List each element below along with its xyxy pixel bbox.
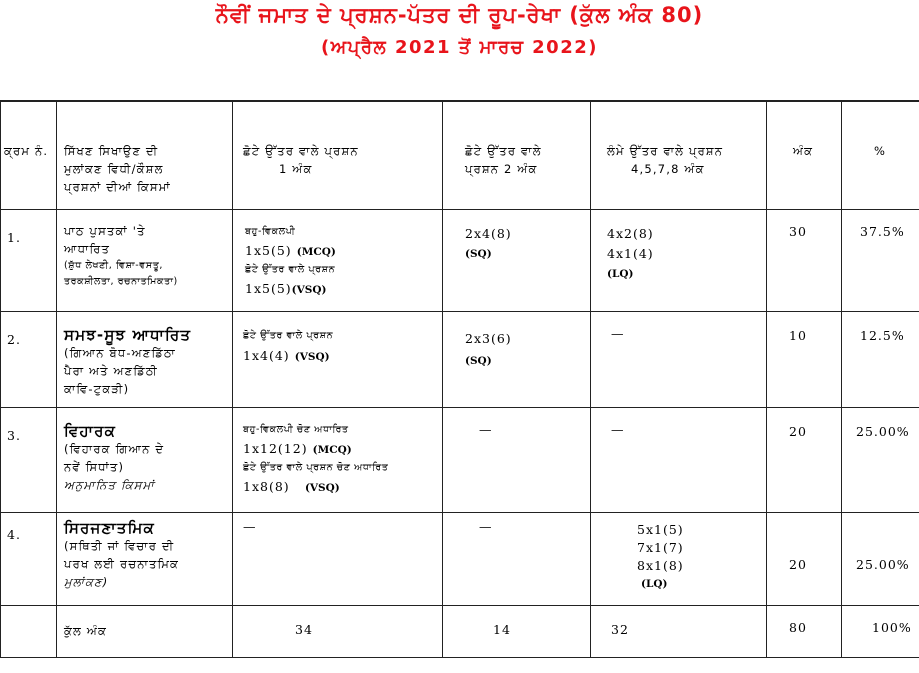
row-type-heading: ਸਿਰਜਣਾਤਮਿਕ bbox=[64, 519, 232, 537]
total-marks: 80 bbox=[789, 620, 841, 635]
sq-dash: — bbox=[479, 519, 590, 534]
row-type-line1: (ਵਿਹਾਰਕ ਗਿਆਨ ਦੇ bbox=[64, 440, 232, 458]
vsq-tag: (VSQ) bbox=[292, 284, 327, 296]
vsq-value: 1x5(5) bbox=[245, 281, 292, 296]
row-type-line1: (ਸਥਿਤੀ ਜਾਂ ਵਿਚਾਰ ਦੀ bbox=[64, 537, 232, 555]
header-serial-cell bbox=[1, 101, 57, 209]
total-row bbox=[1, 605, 919, 657]
vsq-value: 1x8(8) bbox=[243, 479, 290, 494]
header-serial: ਕ੍ਰਮ ਨੰ. bbox=[4, 142, 48, 160]
row-type-line2: ਪਰਖ ਲਈ ਰਚਨਾਤਮਿਕ bbox=[64, 555, 232, 573]
row-type-heading: ਵਿਹਾਰਕ bbox=[64, 422, 232, 440]
header-short2-cell bbox=[443, 101, 591, 209]
lq-value2: 7x1(7) bbox=[637, 539, 766, 557]
row-serial: 2. bbox=[7, 332, 21, 347]
row-type-line3: ਅਨੁਮਾਨਿਤ ਕਿਸਮਾਂ bbox=[64, 476, 232, 494]
row-type-line1: (ਗਿਆਨ ਬੋਧ-ਅਣਡਿੱਠਾ bbox=[64, 344, 232, 362]
lq-tag: (LQ) bbox=[637, 575, 766, 593]
header-short1-line2: 1 ਅੰਕ bbox=[233, 160, 442, 178]
lq-value3: 8x1(8) bbox=[637, 557, 766, 575]
row-percent: 25.00% bbox=[856, 557, 919, 572]
total-percent: 100% bbox=[872, 620, 919, 635]
lq-dash: — bbox=[611, 422, 766, 437]
row-type-line2: ਆਧਾਰਿਤ bbox=[64, 240, 232, 258]
vsq-label: ਛੋਟੇ ਉੱਤਰ ਵਾਲੇ ਪ੍ਰਸ਼ਨ bbox=[243, 328, 442, 344]
mcq-tag: (MCQ) bbox=[313, 444, 352, 456]
vsq-value: 1x4(4) bbox=[243, 348, 290, 363]
page-title: ਨੌਵੀਂ ਜਮਾਤ ਦੇ ਪ੍ਰਸ਼ਨ-ਪੱਤਰ ਦੀ ਰੂਪ-ਰੇਖਾ (ਕੁੱਲ ਅੰਕ 80) bbox=[0, 3, 919, 28]
header-percent: % bbox=[874, 142, 919, 160]
header-type-line2: ਮੁਲਾਂਕਣ ਵਿਧੀ/ਕੌਸ਼ਲ bbox=[64, 160, 232, 178]
vsq-tag: (VSQ) bbox=[305, 482, 340, 494]
row-marks: 10 bbox=[789, 328, 841, 343]
header-percent-cell bbox=[842, 101, 919, 209]
total-short2: 14 bbox=[493, 622, 590, 637]
vsq-label: ਛੋਟੇ ਉੱਤਰ ਵਾਲੇ ਪ੍ਰਸ਼ਨ ਚੋਣ ਅਧਾਰਿਤ bbox=[243, 460, 442, 476]
sq-value: 2x4(8) bbox=[465, 224, 590, 244]
header-short2-line2: ਪ੍ਰਸ਼ਨ 2 ਅੰਕ bbox=[465, 160, 590, 178]
header-marks: ਅੰਕ bbox=[793, 142, 841, 160]
lq-dash: — bbox=[611, 326, 766, 341]
question-paper-table bbox=[0, 100, 919, 658]
header-marks-cell bbox=[767, 101, 842, 209]
row-type-line2: ਨਵੇਂ ਸਿਧਾਂਤ) bbox=[64, 458, 232, 476]
row-serial: 1. bbox=[7, 230, 21, 245]
table-row bbox=[1, 209, 919, 311]
mcq-value: 1x5(5) bbox=[245, 243, 292, 258]
table-row bbox=[1, 311, 919, 407]
header-short1-cell bbox=[233, 101, 443, 209]
header-long-line2: 4,5,7,8 ਅੰਕ bbox=[591, 160, 766, 178]
row-percent: 25.00% bbox=[856, 424, 919, 439]
vsq-dash: — bbox=[243, 519, 442, 534]
header-short1-line1: ਛੋਟੇ ਉੱਤਰ ਵਾਲੇ ਪ੍ਰਸ਼ਨ bbox=[233, 142, 442, 160]
row-serial: 3. bbox=[7, 428, 21, 443]
header-long-line1: ਲੰਮੇ ਉੱਤਰ ਵਾਲੇ ਪ੍ਰਸ਼ਨ bbox=[591, 142, 766, 160]
row-percent: 12.5% bbox=[860, 328, 919, 343]
row-type-note2: ਤਰਕਸ਼ੀਲਤਾ, ਰਚਨਾਤਮਿਕਤਾ) bbox=[64, 274, 232, 290]
lq-value1: 4x2(8) bbox=[607, 224, 766, 244]
total-long: 32 bbox=[611, 622, 766, 637]
row-percent: 37.5% bbox=[860, 224, 919, 239]
header-type-cell bbox=[57, 101, 233, 209]
row-type-line3: ਮੁਲਾਂਕਣ) bbox=[64, 573, 232, 591]
total-short1: 34 bbox=[295, 622, 442, 637]
table-header-row bbox=[1, 101, 919, 209]
header-type-line1: ਸਿੱਖਣ ਸਿਖਾਉਣ ਦੀ bbox=[64, 142, 232, 160]
table-row bbox=[1, 407, 919, 512]
sq-value: 2x3(6) bbox=[465, 328, 590, 350]
lq-value2: 4x1(4) bbox=[607, 244, 766, 264]
sq-tag: (SQ) bbox=[465, 350, 590, 372]
sq-tag: (SQ) bbox=[465, 244, 590, 264]
row-type-note1: (ਸ਼ੁੱਧ ਲੇਖਣੀ, ਵਿਸ਼ਾ-ਵਸਤੂ, bbox=[64, 258, 232, 274]
lq-value1: 5x1(5) bbox=[637, 521, 766, 539]
mcq-label: ਬਹੁ-ਵਿਕਲਪੀ ਚੋਣ ਅਧਾਰਿਤ bbox=[243, 422, 442, 438]
table-row bbox=[1, 512, 919, 605]
row-marks: 30 bbox=[789, 224, 841, 239]
mcq-value: 1x12(12) bbox=[243, 441, 308, 456]
sq-dash: — bbox=[479, 422, 590, 437]
row-type-line2: ਪੈਰਾ ਅਤੇ ਅਣਡਿੱਠੀ bbox=[64, 362, 232, 380]
page-subtitle: (ਅਪ੍ਰੈਲ 2021 ਤੋਂ ਮਾਰਚ 2022) bbox=[0, 37, 919, 58]
row-marks: 20 bbox=[789, 424, 841, 439]
mcq-label: ਬਹੁ-ਵਿਕਲਪੀ bbox=[245, 224, 442, 240]
header-type-line3: ਪ੍ਰਸ਼ਨਾਂ ਦੀਆਂ ਕਿਸਮਾਂ bbox=[64, 178, 232, 196]
row-type-line1: ਪਾਠ ਪੁਸਤਕਾਂ 'ਤੇ bbox=[64, 222, 232, 240]
row-serial: 4. bbox=[7, 527, 21, 542]
lq-tag: (LQ) bbox=[607, 264, 766, 284]
vsq-label: ਛੋਟੇ ਉੱਤਰ ਵਾਲੇ ਪ੍ਰਸ਼ਨ bbox=[245, 262, 442, 278]
header-long-cell bbox=[591, 101, 767, 209]
row-type-line3: ਕਾਵਿ-ਟੁਕੜੀ) bbox=[64, 380, 232, 398]
total-label: ਕੁੱਲ ਅੰਕ bbox=[64, 622, 232, 640]
vsq-tag: (VSQ) bbox=[295, 351, 330, 363]
row-type-heading: ਸਮਝ-ਸੂਝ ਆਧਾਰਿਤ bbox=[64, 326, 232, 344]
mcq-tag: (MCQ) bbox=[297, 246, 336, 258]
header-short2-line1: ਛੋਟੇ ਉੱਤਰ ਵਾਲੇ bbox=[465, 142, 590, 160]
row-marks: 20 bbox=[789, 557, 841, 572]
